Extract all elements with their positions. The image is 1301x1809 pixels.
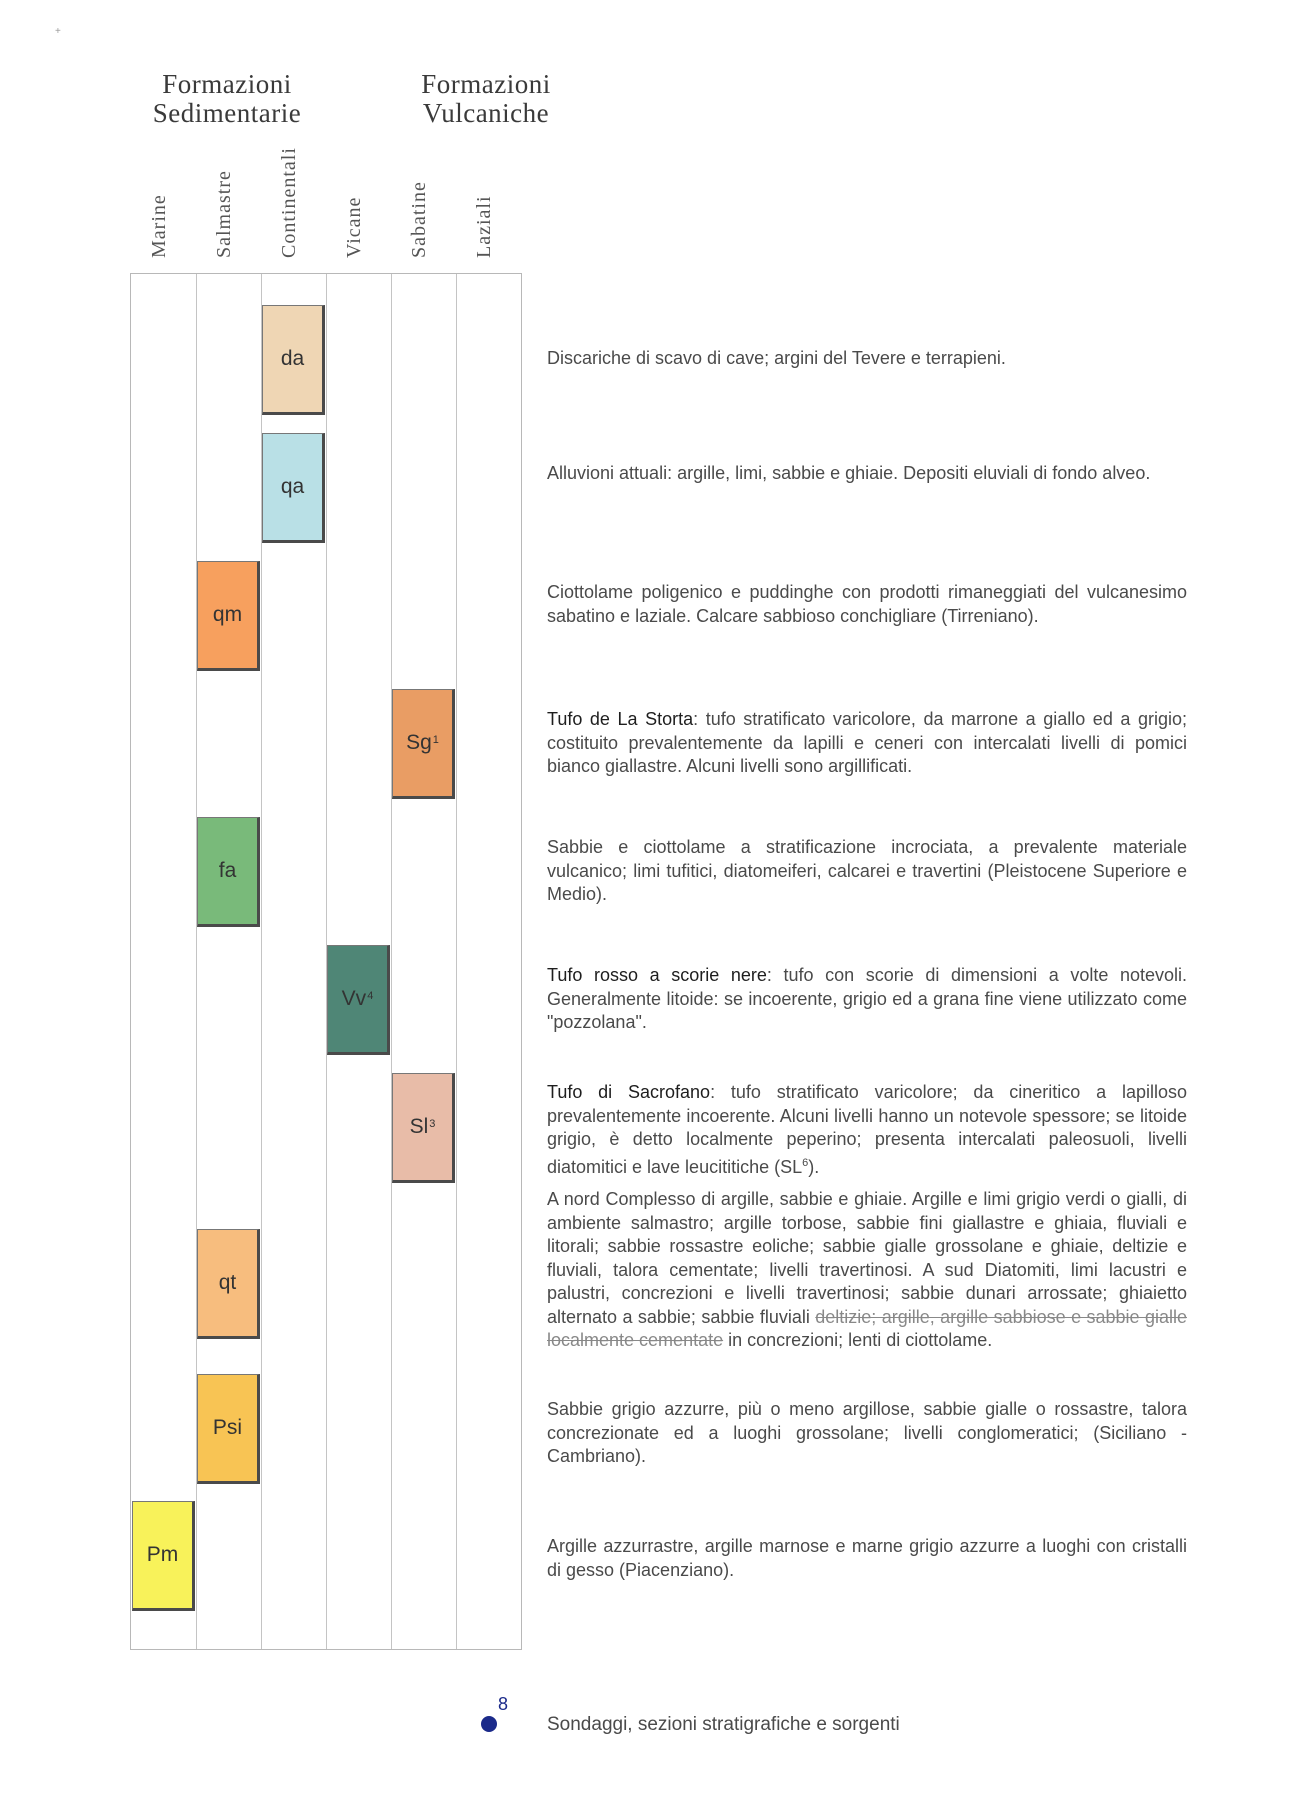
- unit-box-sg: [392, 689, 455, 799]
- group-title-line: Vulcaniche: [422, 98, 550, 128]
- column-header-marine: [130, 130, 192, 258]
- description-da: [547, 347, 1187, 371]
- description-text: Sabbie e ciottolame a stratificazione incrociata, a prevalente materiale vulcanico; limi tufitici, diatomeiferi, calcarei e travertini (Pleistocene Superiore e Medio).: [547, 837, 1187, 904]
- formation-name: Tufo di Sacrofano: [547, 1082, 711, 1102]
- description-text-tail: in concrezioni; lenti di ciottolame.: [728, 1330, 993, 1350]
- stratigraphic-chart: [130, 273, 522, 1650]
- description-text: : tufo stratificato varicolore, da marrone a giallo ed a grigio; costituito prevalentemente da lapilli e ceneri con intercalati livelli di pomici bianco giallastre. Alcuni livelli sono argillificati.: [547, 709, 1187, 776]
- description-psi: [547, 1398, 1187, 1469]
- unit-code: fa: [218, 859, 237, 882]
- unit-box-psi: [197, 1374, 260, 1484]
- description-vv: [547, 964, 1187, 1035]
- unit-code: Psi: [212, 1416, 243, 1439]
- formation-name: Tufo de La Storta: [547, 709, 694, 729]
- description-text: Argille azzurrastre, argille marnose e marne grigio azzurre a luoghi con cristalli di gesso (Piacenziano).: [547, 1536, 1187, 1580]
- description-text: Alluvioni attuali: argille, limi, sabbie e ghiaie. Depositi eluviali di fondo alveo.: [547, 463, 1151, 483]
- description-text: Sabbie grigio azzurre, più o meno argillose, sabbie gialle o rossastre, talora concrezionate ed a luoghi grossolane; livelli conglomeratici; (Siciliano - Cambriano).: [547, 1399, 1187, 1466]
- description-text: Discariche di scavo di cave; argini del Tevere e terrapieni.: [547, 348, 1006, 368]
- description-text: : tufo con scorie di dimensioni a volte notevoli. Generalmente litoide: se incoerente, grigio ed a grana fine viene utilizzato come "pozzolana".: [547, 965, 1188, 1032]
- unit-box-qt: [197, 1229, 260, 1339]
- unit-box-qm: [197, 561, 260, 671]
- page-mark: +: [55, 26, 61, 37]
- unit-box-sl: [392, 1073, 455, 1183]
- column-header-label: Continentali: [278, 147, 300, 258]
- description-text: A nord Complesso di argille, sabbie e ghiaie. Argille e limi grigio verdi o gialli, di ambiente salmastro; argille torbose, sabbie fini giallastre e ghiaia, fluviali e litorali; sabbie rossastre eoliche; sabbie gialle grossolane e ghiaie, deltizie e fluviali, talora cementate; livelli travertinosi. A sud Diatomiti, limi lacustri e palustri, concrezioni e livelli travertinosi; sabbie dunari arrossate; ghiaietto alternato a sabbie; sabbie fluviali: [547, 1189, 1187, 1327]
- page-number: 8: [498, 1694, 509, 1714]
- footer-bullet-icon: [481, 1716, 497, 1732]
- column-header-label: Marine: [148, 194, 170, 258]
- unit-box-pm: [132, 1501, 195, 1611]
- unit-code: Sl: [409, 1115, 429, 1138]
- column-header-label: Salmastre: [213, 170, 235, 258]
- description-superscript: 6: [802, 1156, 809, 1169]
- unit-box-qa: [262, 433, 325, 543]
- column-header-salmastre: [195, 130, 257, 258]
- unit-code: qa: [280, 475, 305, 498]
- unit-superscript: 1: [432, 734, 439, 746]
- group-title-sedimentary: [127, 70, 327, 128]
- column-header-label: Vicane: [343, 196, 365, 258]
- description-text: Ciottolame poligenico e puddinghe con prodotti rimaneggiati del vulcanesimo sabatino e laziale. Calcare sabbioso conchigliare (Tirreniano).: [547, 582, 1187, 626]
- unit-box-fa: [197, 817, 260, 927]
- description-sg: [547, 708, 1187, 779]
- description-fa: [547, 836, 1187, 907]
- group-title-volcanic: [386, 70, 586, 128]
- footer-title: Sondaggi, sezioni stratigrafiche e sorgenti: [547, 1714, 900, 1735]
- unit-code: qt: [218, 1271, 237, 1294]
- description-text: : tufo stratificato varicolore; da cineritico a lapilloso prevalentemente incoerente. Alcuni livelli hanno un notevole spessore; se litoide grigio, è detto localmente peperino; presenta intercalati paleosuoli, livelli diatomitici e lave leucititiche (SL: [547, 1082, 1187, 1177]
- column-header-label: Sabatine: [408, 181, 430, 258]
- description-text-tail: ).: [808, 1156, 820, 1177]
- unit-box-da: [262, 305, 325, 415]
- unit-code: Pm: [146, 1543, 179, 1566]
- description-struck-text: deltizie; argille, argille sabbiose e sabbie gialle localmente cementate: [547, 1306, 1187, 1350]
- unit-superscript: 3: [429, 1118, 436, 1130]
- unit-code: Sg: [406, 731, 432, 754]
- description-pm: [547, 1535, 1187, 1582]
- group-title-line: Sedimentarie: [152, 98, 302, 128]
- group-title-line: Formazioni: [162, 69, 292, 99]
- column-divider: [456, 274, 457, 1649]
- formation-name: Tufo rosso a scorie nere: [547, 965, 767, 985]
- unit-code: Vv: [341, 987, 367, 1010]
- unit-code: da: [280, 347, 305, 370]
- column-header-sabatine: [390, 130, 452, 258]
- unit-box-vv: [327, 945, 390, 1055]
- group-title-line: Formazioni: [421, 69, 551, 99]
- unit-superscript: 4: [367, 990, 374, 1002]
- unit-code: qm: [212, 603, 243, 626]
- description-qa: [547, 462, 1187, 486]
- column-header-label: Laziali: [473, 195, 495, 258]
- column-divider: [391, 274, 392, 1649]
- description-sl: [547, 1081, 1187, 1179]
- description-qt: [547, 1188, 1187, 1353]
- description-qm: [547, 581, 1187, 628]
- column-header-laziali: [455, 130, 517, 258]
- column-header-continentali: [260, 130, 322, 258]
- column-header-vicane: [325, 130, 387, 258]
